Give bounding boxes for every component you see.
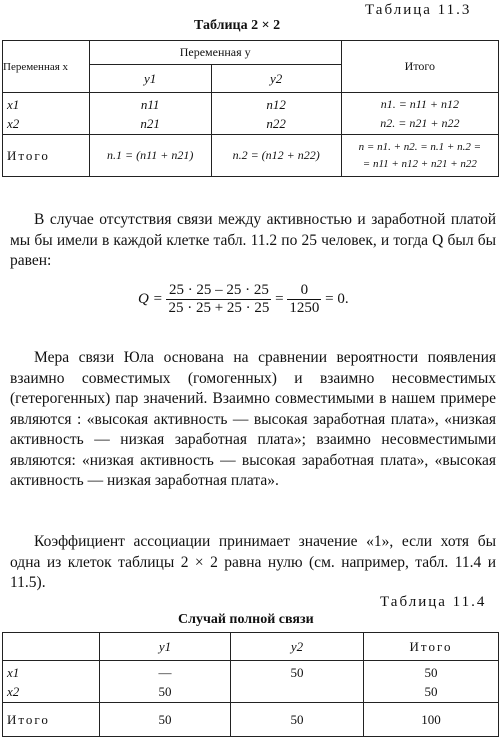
row-label-x2: x2	[7, 683, 20, 699]
formula-q	[138, 282, 349, 317]
grand-total-line-1: n = n1. + n2. = n.1 + n.2 =	[358, 140, 482, 153]
table2-title: Случай полной связи	[178, 612, 314, 627]
header-y1: y1	[100, 633, 231, 661]
header-y2: y2	[231, 633, 364, 661]
cell-x1-y2: 50	[290, 664, 304, 680]
column-total-cells	[364, 661, 499, 703]
row-total-2: n2. = n21 + n22	[380, 115, 460, 130]
full-association-table	[2, 632, 499, 737]
header-corner	[3, 633, 100, 661]
row-total-1: n1. = n11 + n12	[380, 96, 459, 111]
cells-y2	[211, 93, 341, 135]
column-y2-cells	[231, 661, 364, 703]
cells-y1	[89, 93, 211, 135]
paragraph-yule-measure: Мера связи Юла основана на сравнении вероятности появления взаимно совместимых (гомогенных) и взаимно несовместимых (гетерогенных) пар значений. Взаимно совместимыми в нашем примере являются : «высокая активность — высокая заработная плата», «низкая активность — низкая заработная плата»; взаимно несовместимыми являются: «низкая активность — высокая заработная плата», «высокая активность — низкая заработная плата».	[10, 349, 496, 489]
formula-lhs: Q =	[138, 290, 163, 307]
column-header-y2: y2	[211, 65, 341, 93]
formula-fraction-2: $\frac{0}{1250}$	[289, 282, 320, 316]
table-title: Таблица 2 × 2	[194, 18, 281, 33]
formula-result: = 0.	[325, 290, 349, 307]
total-row-label: Итого	[3, 135, 90, 177]
cell-n12: n12	[266, 96, 286, 112]
total-grand: 100	[364, 703, 499, 737]
column-header-y1: y1	[89, 65, 211, 93]
cell-n11: n11	[140, 96, 160, 112]
total-y2: 50	[231, 703, 364, 737]
formula-equals: =	[275, 290, 284, 307]
grand-total-line-2: = n11 + n12 + n21 + n22	[362, 157, 477, 170]
column-group-header: Переменная y	[89, 41, 341, 65]
row-label-x2: x2	[7, 115, 20, 131]
total-row-label: Итого	[3, 703, 100, 737]
cell-n21: n21	[140, 115, 160, 131]
column-total-2: n.2 = (n12 + n22)	[211, 135, 341, 177]
corner-header: Переменная x	[3, 41, 90, 93]
row-label-x1: x1	[7, 96, 20, 112]
row-labels-x	[3, 661, 100, 703]
row-totals	[341, 93, 498, 135]
row-labels	[3, 93, 90, 135]
table-label: Таблица 11.3	[365, 2, 472, 18]
header-total: Итого	[364, 633, 499, 661]
total-y1: 50	[100, 703, 231, 737]
total-header: Итого	[341, 41, 498, 93]
table2-label: Таблица 11.4	[380, 594, 487, 610]
cell-n22: n22	[266, 115, 286, 131]
column-y1-cells	[100, 661, 231, 703]
cell-x1-y1: —	[158, 664, 172, 680]
cell-x2-y1: 50	[158, 683, 172, 699]
formula-fraction-1: $\frac{25 \cdot 25 - 25 \cdot 25}{25 \cdot 25 + 25 \cdot 25}$	[168, 282, 270, 316]
paragraph-no-association: В случае отсутствия связи между активностью и заработной платой мы бы имели в каждой клетке табл. 11.2 по 25 человек, и тогда Q был бы равен:	[10, 211, 496, 269]
grand-total	[341, 135, 498, 177]
contingency-table	[2, 40, 499, 177]
row-label-x1: x1	[7, 664, 20, 680]
cell-x1-total: 50	[424, 664, 438, 680]
column-total-1: n.1 = (n11 + n21)	[89, 135, 211, 177]
cell-x2-total: 50	[424, 683, 438, 699]
paragraph-association-coefficient: Коэффициент ассоциации принимает значение «1», если хотя бы одна из клеток таблицы 2 × 2 равна нулю (см. например, табл. 11.4 и 11.5).	[10, 533, 496, 591]
cell-x2-y2	[231, 682, 363, 701]
